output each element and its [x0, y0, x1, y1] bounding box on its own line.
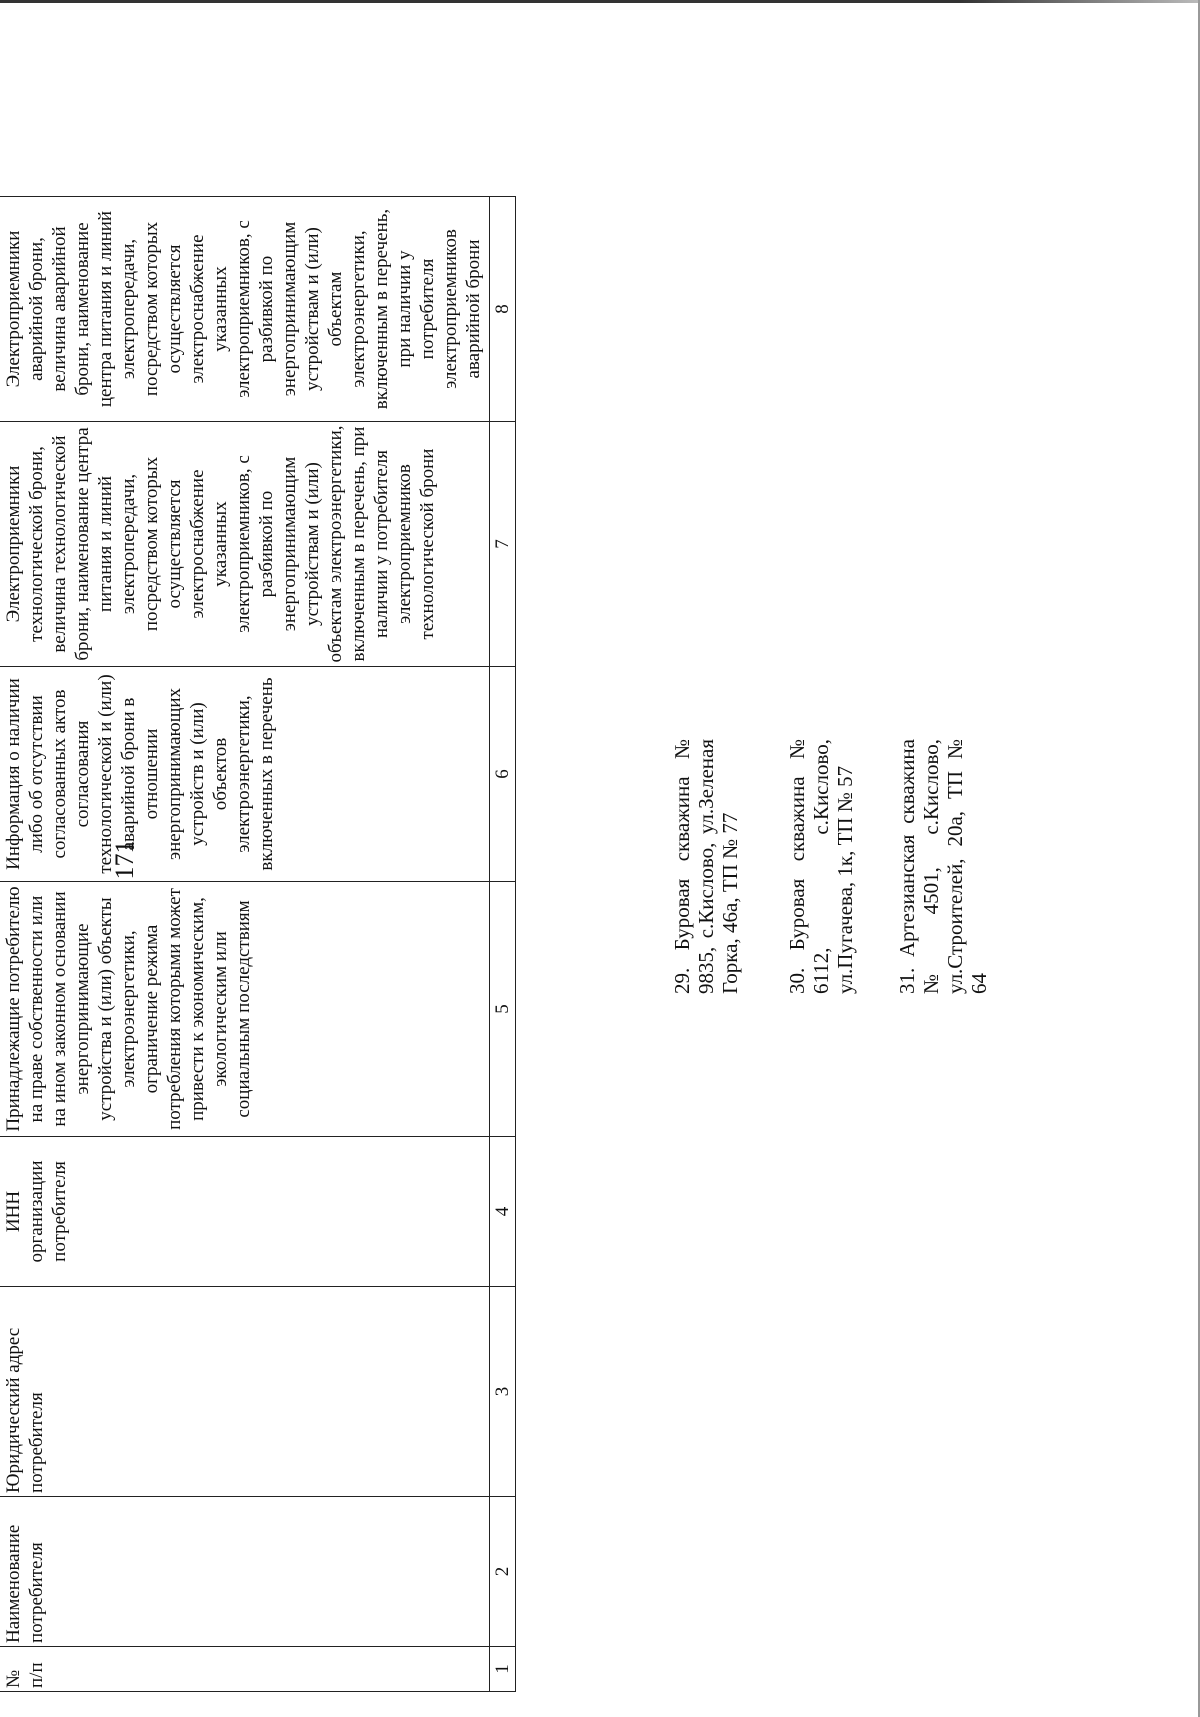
- list-item: [785, 739, 857, 994]
- table-wrap: [0, 196, 516, 1692]
- colnum-6: 6: [490, 667, 516, 882]
- header-tech-reserve: Электроприемники технологической брони, величина технологической брони, наименование центра питания и линий электропередачи, посредством которых осуществляется электроснабжение указанных электроприемников, с разбивкой по энергопринимающим устройствам и (или) объектам электроэнергетики, включенным в перечень, при наличии у потребителя электроприемников технологической брони: [0, 422, 490, 667]
- colnum-5: 5: [490, 882, 516, 1137]
- header-inn: ИНН организации потребителя: [0, 1137, 490, 1287]
- entry-text: 29. Буровая скважина № 9835, с.Кислово, ул.Зеленая Горка, 46а, ТП № 77: [670, 739, 742, 994]
- colnum-3: 3: [490, 1287, 516, 1497]
- header-acts-info: Информация о наличии либо об отсутствии согласованных актов согласования технологической и (или) аварийной брони в отношении энергопринимающих устройств и (или) объектов электроэнергетики, включенных в перечень: [0, 667, 490, 882]
- page-number: 171: [110, 840, 139, 880]
- header-devices: Принадлежащие потребителю на праве собственности или на ином законном основании энергопринимающие устройства и (или) объекты электроэнергетики, ограничение режима потребления которыми может привести к экономическим, экологическим или социальным последствиям: [0, 882, 490, 1137]
- list-item: [670, 739, 742, 994]
- header-emergency-reserve: Электроприемники аварийной брони, величина аварийной брони, наименование центра питания и линий электропередачи, посредством которых осуществляется электроснабжение указанных электроприемников, с разбивкой по энергопринимающим устройствам и (или) объектам электроэнергетики, включенным в перечень, при наличии у потребителя электроприемников аварийной брони: [0, 197, 490, 422]
- header-num: № п/п: [0, 1647, 490, 1692]
- colnum-1: 1: [490, 1647, 516, 1692]
- colnum-8: 8: [490, 197, 516, 422]
- colnum-2: 2: [490, 1497, 516, 1647]
- data-table: [0, 196, 516, 1692]
- table-colnum-row: [490, 197, 516, 1692]
- header-consumer-name: Наименование потребителя: [0, 1497, 490, 1647]
- entry-text: 31. Артезианская скважина № 4501, с.Кислово, ул.Строителей, 20а, ТП № 64: [895, 739, 991, 994]
- colnum-7: 7: [490, 422, 516, 667]
- list-item: [895, 739, 991, 994]
- colnum-4: 4: [490, 1137, 516, 1287]
- table-header-row: [0, 197, 490, 1692]
- entry-text: 30. Буровая скважина № 6112, с.Кислово, ул.Пугачева, 1к, ТП № 57: [785, 739, 857, 994]
- header-legal-address: Юридический адрес потребителя: [0, 1287, 490, 1497]
